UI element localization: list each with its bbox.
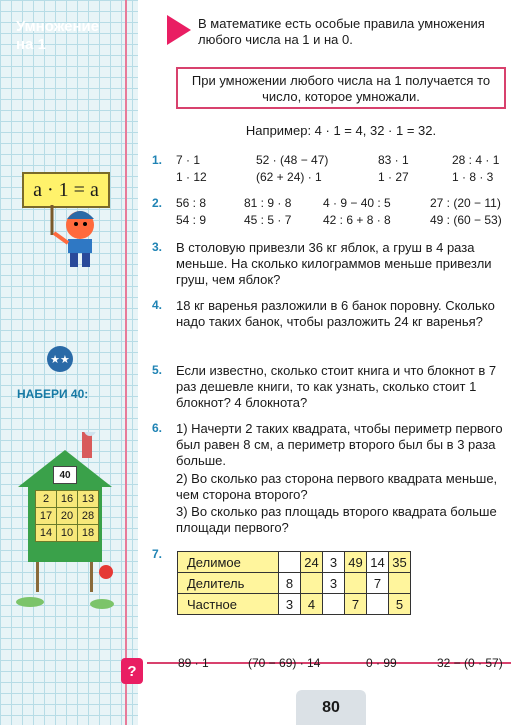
grid-cell: 17 xyxy=(36,508,56,524)
margin-line xyxy=(125,0,127,725)
task-4-text: 18 кг варенья разложили в 6 банок поровну. Сколько надо таких банок, чтобы разложить 24 кг варенья? xyxy=(176,298,495,329)
table-cell: 5 xyxy=(389,594,411,615)
grid-cell: 28 xyxy=(78,508,98,524)
row-label: Делитель xyxy=(178,573,279,594)
division-table xyxy=(177,551,411,615)
task-number-2: 2. xyxy=(152,196,163,210)
house-target-number: 40 xyxy=(53,466,77,484)
table-cell: 3 xyxy=(279,594,301,615)
table-row xyxy=(178,552,411,573)
question-expression: 0 · 99 xyxy=(366,656,397,670)
formula-sign: a · 1 = a xyxy=(22,172,110,208)
task-6-part-1: 1) Начерти 2 таких квадрата, чтобы периметр первого был равен 8 см, а периметр второго был бы в 3 раза больше. xyxy=(176,421,503,468)
question-expression: 32 − (0 · 57) xyxy=(437,656,503,670)
table-cell: 3 xyxy=(323,552,345,573)
task-number-6: 6. xyxy=(152,421,163,435)
expression: 28 : 4 · 1 xyxy=(452,153,500,167)
page-number: 80 xyxy=(296,690,366,725)
table-cell xyxy=(389,573,411,594)
table-cell: 35 xyxy=(389,552,411,573)
boy-illustration-icon xyxy=(40,205,110,270)
rule-box: При умножении любого числа на 1 получается то число, которое умножали. xyxy=(176,67,506,109)
row-label: Частное xyxy=(178,594,279,615)
table-cell: 49 xyxy=(345,552,367,573)
table-cell xyxy=(323,594,345,615)
expression: 45 : 5 · 7 xyxy=(244,213,292,227)
table-cell: 7 xyxy=(367,573,389,594)
question-expression: (70 − 69) · 14 xyxy=(248,656,321,670)
expression: 1 · 27 xyxy=(378,170,409,184)
expression: (62 + 24) · 1 xyxy=(256,170,322,184)
question-expression: 89 · 1 xyxy=(178,656,209,670)
task-6-part-2: 2) Во сколько раз сторона первого квадрата меньше, чем сторона второго? xyxy=(176,471,498,502)
expression: 7 · 1 xyxy=(176,153,201,167)
example-line: Например: 4 · 1 = 4, 32 · 1 = 32. xyxy=(245,123,437,138)
table-cell: 24 xyxy=(301,552,323,573)
grid-cell: 2 xyxy=(36,491,56,507)
grid-cell: 16 xyxy=(57,491,77,507)
house-number-grid xyxy=(35,490,99,542)
table-cell: 4 xyxy=(301,594,323,615)
table-cell: 3 xyxy=(323,573,345,594)
expression: 27 : (20 − 11) xyxy=(430,196,501,210)
task-3-text: В столовую привезли 36 кг яблок, а груш в 4 раза меньше. На сколько килограммов меньше привезли груш, чем яблок? xyxy=(176,240,492,287)
intro-text: В математике есть особые правила умножения любого числа на 1 и на 0. xyxy=(198,16,485,47)
stars-icon: ★★ xyxy=(47,346,73,372)
expression: 52 · (48 − 47) xyxy=(256,153,329,167)
table-cell: 8 xyxy=(279,573,301,594)
task-6-part-3: 3) Во сколько раз площадь второго квадрата больше площади первого? xyxy=(176,504,497,535)
expression: 1 · 8 · 3 xyxy=(452,170,494,184)
table-cell xyxy=(345,573,367,594)
task-number-4: 4. xyxy=(152,298,163,312)
expression: 49 : (60 − 53) xyxy=(430,213,502,227)
task-number-5: 5. xyxy=(152,363,163,377)
question-badge-icon: ? xyxy=(121,658,143,684)
table-cell: 7 xyxy=(345,594,367,615)
expression: 56 : 8 xyxy=(176,196,207,210)
triangle-marker-icon xyxy=(167,15,191,45)
expression: 81 : 9 · 8 xyxy=(244,196,292,210)
sidebar-grid xyxy=(0,0,138,725)
expression: 1 · 12 xyxy=(176,170,207,184)
expression: 42 : 6 + 8 · 8 xyxy=(323,213,391,227)
table-cell xyxy=(367,594,389,615)
grid-cell: 20 xyxy=(57,508,77,524)
grid-cell: 18 xyxy=(78,525,98,541)
table-cell xyxy=(279,552,301,573)
topic-line-2: на 1 xyxy=(16,36,46,53)
task-number-3: 3. xyxy=(152,240,163,254)
topic-line-1: Умножение xyxy=(16,18,100,35)
task-5-text: Если известно, сколько стоит книга и что блокнот в 7 раз дешевле книги, то как узнать, сколько стоит 1 блокнот? 4 блокнота? xyxy=(176,363,497,410)
grid-cell: 10 xyxy=(57,525,77,541)
task-number-7: 7. xyxy=(152,547,163,561)
grid-cell: 14 xyxy=(36,525,56,541)
topic-title xyxy=(16,18,99,54)
table-row xyxy=(178,594,411,615)
nabery-label: НАБЕРИ 40: xyxy=(17,387,89,401)
table-row xyxy=(178,573,411,594)
expression: 83 · 1 xyxy=(378,153,409,167)
table-cell xyxy=(301,573,323,594)
expression: 54 : 9 xyxy=(176,213,207,227)
task-number-1: 1. xyxy=(152,153,163,167)
expression: 4 · 9 − 40 : 5 xyxy=(323,196,391,210)
row-label: Делимое xyxy=(178,552,279,573)
grid-cell: 13 xyxy=(78,491,98,507)
table-cell: 14 xyxy=(367,552,389,573)
